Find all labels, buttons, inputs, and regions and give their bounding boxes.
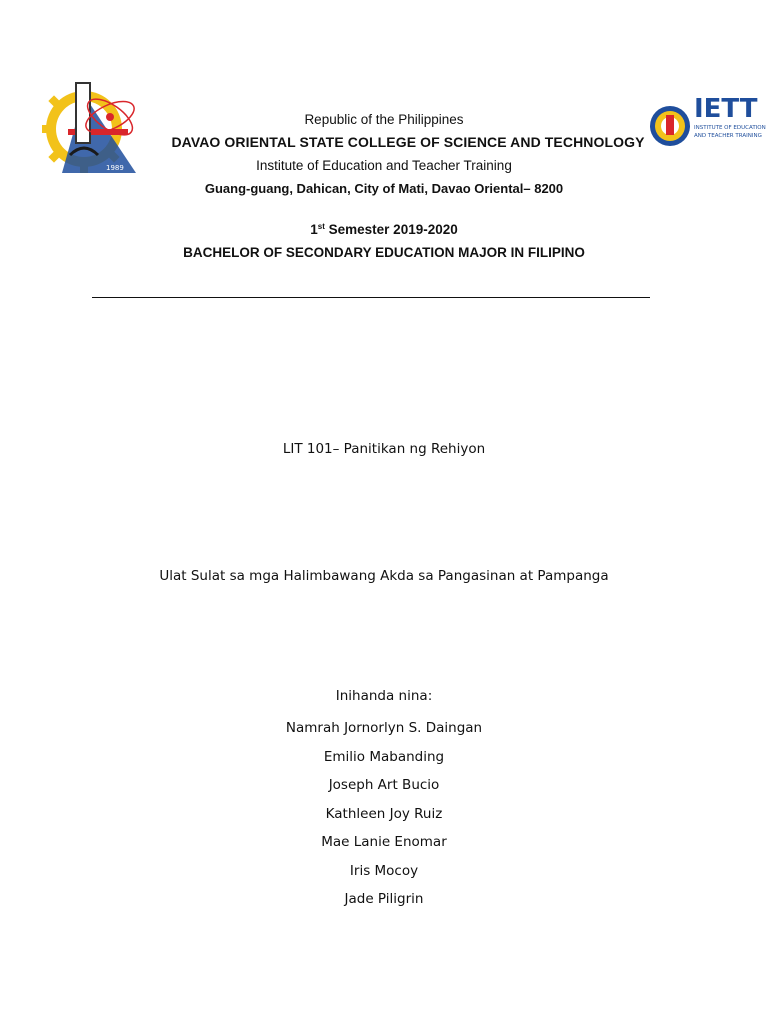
iett-wordmark: IETT (694, 94, 758, 124)
author-name: Mae Lanie Enomar (321, 834, 447, 850)
semester-year: Semester 2019-2020 (324, 222, 458, 237)
author-name: Emilio Mabanding (323, 748, 445, 765)
prepared-by-label: Inihanda nina: (335, 688, 433, 704)
header-divider (92, 297, 650, 298)
iett-sub-2: AND TEACHER TRAINING (694, 133, 762, 139)
report-title: Ulat Sulat sa mga Halimbawang Akda sa Pangasinan at Pampanga (159, 568, 609, 584)
course-title: LIT 101– Panitikan ng Rehiyon (282, 441, 486, 457)
author-name: Jade Piligrin (344, 891, 424, 907)
author-name: Iris Mocoy (349, 862, 419, 879)
semester-ordinal: st (317, 222, 325, 231)
republic-line: Republic of the Philippines (304, 112, 464, 127)
college-name: DAVAO ORIENTAL STATE COLLEGE OF SCIENCE AND TECHNOLOGY (171, 134, 645, 150)
author-name: Joseph Art Bucio (328, 777, 440, 793)
semester-line (0, 222, 768, 237)
iett-sub-1: INSTITUTE OF EDUCATION (694, 125, 766, 131)
college-address: Guang-guang, Dahican, City of Mati, Davao Oriental– 8200 (204, 181, 564, 196)
seal-year: 1989 (106, 164, 124, 172)
document-header (0, 108, 768, 260)
author-name: Kathleen Joy Ruiz (325, 805, 443, 822)
program-title: BACHELOR OF SECONDARY EDUCATION MAJOR IN FILIPINO (183, 245, 585, 260)
institute-name: Institute of Education and Teacher Training (256, 158, 512, 173)
author-name: Namrah Jornorlyn S. Daingan (285, 720, 483, 736)
authors-list (0, 719, 768, 919)
semester-number: 1 (310, 222, 318, 237)
